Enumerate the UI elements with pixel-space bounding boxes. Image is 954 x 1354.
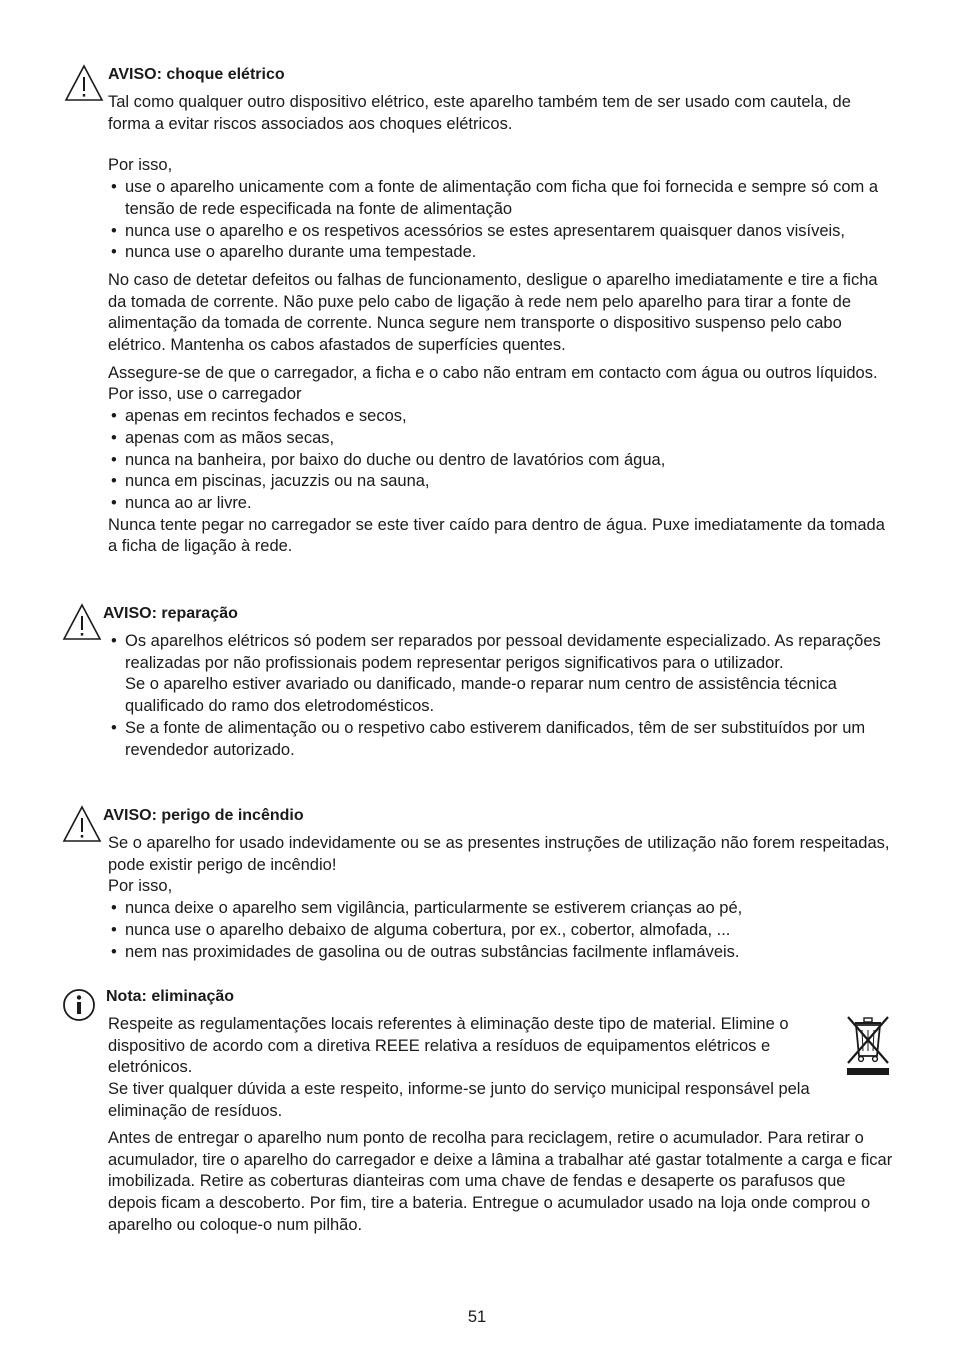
paragraph: No caso de detetar defeitos ou falhas de funcionamento, desligue o aparelho imediatamente e tire a ficha da tomada de corrente. Não puxe pelo cabo de ligação à rede nem pelo aparelho para tirar a fonte de alimentação da tomada de corrente. Nunca segure nem transporte o dispositivo suspenso pelo cabo elétrico. Mantenha os cabos afastados de superfícies quentes. bbox=[108, 270, 878, 355]
paragraph: Antes de entregar o aparelho num ponto de recolha para reciclagem, retire o acumulador. Para retirar o acumulador, tire o aparelho do carregador e deixe a lâmina a trabalhar até gastar totalmente a carga e ficar imobilizada. Retire as coberturas dianteiras com uma chave de fendas e desaperte os parafusos que depois ficam a descoberto. Por fim, tire a bateria. Entregue o acumulador usado na loja onde comprou o aparelho ou coloque-o num pilhão. bbox=[108, 1129, 893, 1234]
list-item: • use o aparelho unicamente com a fonte de alimentação com ficha que foi fornecida e sempre só com a tensão de rede especificada na fonte de alimentação bbox=[108, 177, 894, 220]
paragraph: Se tiver qualquer dúvida a este respeito, informe-se junto do serviço municipal responsável pela eliminação de resíduos. bbox=[108, 1080, 810, 1120]
list-item: • nunca use o aparelho durante uma tempestade. bbox=[108, 242, 894, 264]
paragraph: Por isso, use o carregador bbox=[108, 385, 302, 404]
paragraph: Respeite as regulamentações locais referentes à eliminação deste tipo de material. Elimine o dispositivo de acordo com a diretiva REEE relativa a resíduos de equipamentos elétricos e eletrónicos. bbox=[108, 1015, 789, 1077]
section-title: AVISO: choque elétrico bbox=[108, 66, 285, 83]
paragraph: Tal como qualquer outro dispositivo elétrico, este aparelho também tem de ser usado com cautela, de forma a evitar riscos associados aos choques elétricos. bbox=[108, 93, 851, 133]
list-item: • nunca em piscinas, jacuzzis ou na sauna, bbox=[108, 471, 894, 493]
section-title: AVISO: reparação bbox=[103, 605, 238, 622]
list-item: • nunca use o aparelho e os respetivos acessórios se estes apresentarem quaisquer danos visíveis, bbox=[108, 221, 894, 243]
paragraph: Nunca tente pegar no carregador se este tiver caído para dentro de água. Puxe imediatamente da tomada a ficha de ligação à rede. bbox=[108, 515, 885, 556]
info-circle-icon bbox=[62, 988, 96, 1022]
list-item: • nunca use o aparelho debaixo de alguma cobertura, por ex., cobertor, almofada, ... bbox=[108, 920, 894, 942]
list-item: • nunca na banheira, por baixo do duche ou dentro de lavatórios com água, bbox=[108, 450, 894, 472]
warning-triangle-icon bbox=[64, 64, 104, 102]
bullet-list bbox=[108, 898, 894, 963]
list-item-subparagraph: Se o aparelho estiver avariado ou danificado, mande-o reparar num centro de assistência técnica qualificado do ramo dos eletrodomésticos. bbox=[125, 675, 837, 716]
paragraph: Por isso, bbox=[108, 156, 173, 175]
paragraph: Por isso, bbox=[108, 877, 173, 896]
bullet-list bbox=[108, 177, 894, 264]
section-body bbox=[108, 1128, 894, 1237]
bullet-list bbox=[108, 406, 894, 515]
paragraph: Se o aparelho for usado indevidamente ou se as presentes instruções de utilização não forem respeitadas, pode existir perigo de incêndio! bbox=[108, 834, 890, 874]
list-item-text: Os aparelhos elétricos só podem ser reparados por pessoal devidamente especializado. As reparações realizadas por não profissionais podem representar perigos significativos para o utilizador. bbox=[125, 632, 881, 672]
list-item: • apenas com as mãos secas, bbox=[108, 428, 894, 450]
warning-triangle-icon bbox=[62, 603, 102, 641]
page-number: 51 bbox=[467, 1308, 487, 1326]
crossed-out-wheelie-bin-icon bbox=[842, 1014, 894, 1076]
paragraph: Assegure-se de que o carregador, a ficha e o cabo não entram em contacto com água ou outros líquidos. bbox=[108, 363, 878, 382]
list-item: • nem nas proximidades de gasolina ou de outras substâncias facilmente inflamáveis. bbox=[108, 942, 894, 964]
warning-triangle-icon bbox=[62, 805, 102, 843]
section-body bbox=[108, 631, 894, 761]
list-item: • Se a fonte de alimentação ou o respetivo cabo estiverem danificados, têm de ser substituídos por um revendedor autorizado. bbox=[108, 718, 894, 761]
section-title: Nota: eliminação bbox=[106, 988, 235, 1005]
section-title: AVISO: perigo de incêndio bbox=[103, 807, 304, 824]
list-item: • nunca deixe o aparelho sem vigilância, particularmente se estiverem crianças ao pé, bbox=[108, 898, 894, 920]
list-item bbox=[108, 631, 894, 718]
section-body bbox=[108, 833, 894, 963]
bullet-list bbox=[108, 631, 894, 761]
list-item: • nunca ao ar livre. bbox=[108, 493, 894, 515]
section-body bbox=[108, 1014, 828, 1123]
list-item: • apenas em recintos fechados e secos, bbox=[108, 406, 894, 428]
section-body bbox=[108, 92, 894, 558]
